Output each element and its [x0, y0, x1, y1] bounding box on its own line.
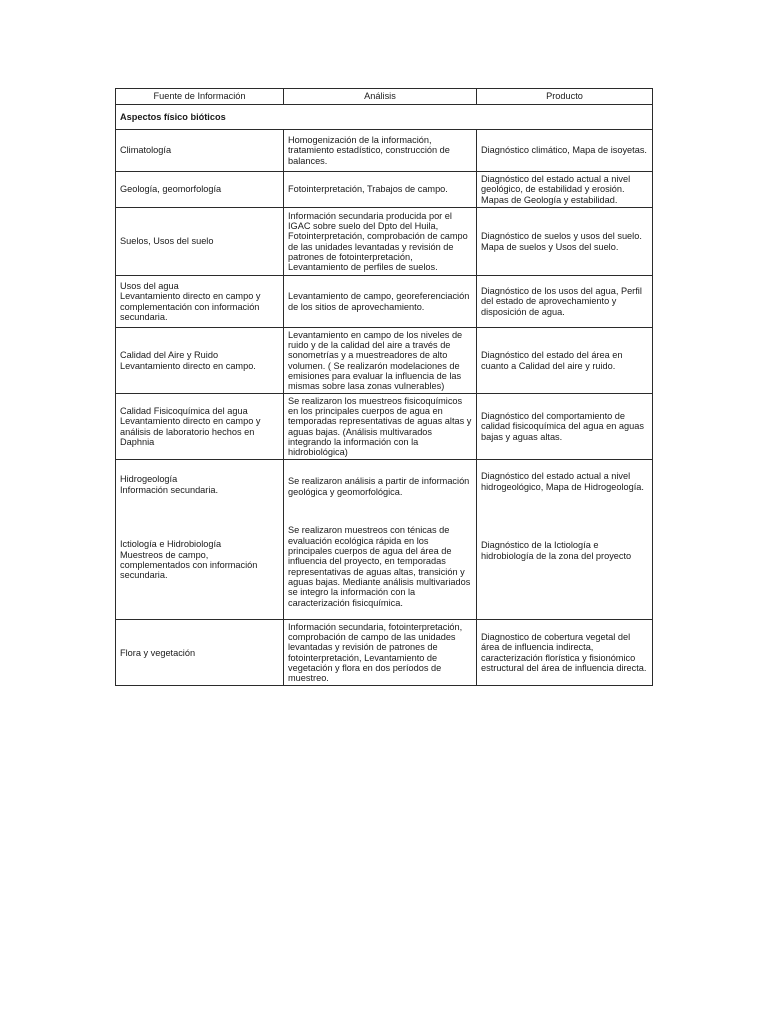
fuente-cell [116, 460, 284, 620]
producto-cell: Diagnóstico del estado del área en cuanto a Calidad del aire y ruido. [477, 328, 653, 394]
table-body [116, 105, 653, 686]
analisis-cell [284, 460, 477, 620]
producto-cell: Diagnóstico del estado actual a nivel geológico, de estabilidad y erosión. Mapas de Geología y estabilidad. [477, 172, 653, 208]
header-row [116, 89, 653, 105]
fuente-cell: Flora y vegetación [116, 620, 284, 686]
table-row [116, 130, 653, 172]
analisis-cell: Levantamiento de campo, georeferenciación de los sitios de aprovechamiento. [284, 276, 477, 328]
table-row [116, 276, 653, 328]
section-row [116, 105, 653, 130]
analisis-cell: Información secundaria, fotointerpretación, comprobación de campo de las unidades levantadas y revisión de patrones de fotointerpretación, Levantamiento de vegetación y flora en dos períodos de muestreo. [284, 620, 477, 686]
producto-cell: Diagnóstico climático, Mapa de isoyetas. [477, 130, 653, 172]
header-analisis: Análisis [284, 89, 477, 105]
table-row [116, 460, 653, 620]
table-header [116, 89, 653, 105]
spacer [120, 505, 279, 529]
producto-cell: Diagnóstico de suelos y usos del suelo. Mapa de suelos y Usos del suelo. [477, 208, 653, 276]
producto-cell [477, 460, 653, 620]
spacer [481, 502, 648, 530]
ictiologia-analisis: Se realizaron muestreos con ténicas de evaluación ecológica rápida en los principales cuerpos de agua del área de influencia del proyecto, en temporadas representativas de aguas altas, transición y aguas bajas. Mediante análisis multivariados se integro la información con la caracterización fisicquímica. [288, 525, 471, 608]
table-row [116, 172, 653, 208]
table-row [116, 328, 653, 394]
ictiologia-producto: Diagnóstico de la Ictiología e hidrobiología de la zona del proyecto [481, 540, 632, 561]
fuente-cell: Geología, geomorfología [116, 172, 284, 208]
fuente-cell: Calidad Fisicoquímica del agua Levantamiento directo en campo y análisis de laboratorio hechos en Daphnia [116, 394, 284, 460]
hidrogeologia-analisis: Se realizaron análisis a partir de información geológica y geomorfológica. [288, 476, 470, 497]
analisis-cell: Levantamiento en campo de los niveles de ruido y de la calidad del aire a través de sonometrías y a muestreadores de alto volumen. ( Se realizarón modelaciones de emisiones para evaluar la influencia de las mismas sobre lasa zonas vulnerables) [284, 328, 477, 394]
analisis-cell: Se realizaron los muestreos fisicoquímicos en los principales cuerpos de agua en temporadas representativas de aguas altas y aguas bajas. (Análisis multivarados integrando la información con la hidrobiológica) [284, 394, 477, 460]
fuente-cell: Climatología [116, 130, 284, 172]
information-sources-table [115, 88, 653, 686]
header-producto: Producto [477, 89, 653, 105]
producto-cell: Diagnóstico del comportamiento de calidad fisicoquímica del agua en aguas bajas y aguas altas. [477, 394, 653, 460]
fuente-cell: Calidad del Aire y Ruido Levantamiento directo en campo. [116, 328, 284, 394]
hidrogeologia-producto: Diagnóstico del estado actual a nivel hidrogeológico, Mapa de Hidrogeología. [481, 471, 644, 492]
analisis-cell: Fotointerpretación, Trabajos de campo. [284, 172, 477, 208]
analisis-cell: Información secundaria producida por el IGAC sobre suelo del Dpto del Huila, Fotointerpretación, comprobación de campo de las unidades levantadas y revisión de patrones de fotointerpretación, Levantamiento de perfiles de suelos. [284, 208, 477, 276]
spacer [288, 507, 472, 515]
header-fuente: Fuente de Información [116, 89, 284, 105]
hidrogeologia-source: Hidrogeología Información secundaria. [120, 474, 219, 495]
fuente-cell: Usos del agua Levantamiento directo en campo y complementación con información secundaria. [116, 276, 284, 328]
producto-cell: Diagnostico de cobertura vegetal del área de influencia indirecta, caracterización florística y fisionómico estructural del área de influencia directa. [477, 620, 653, 686]
section-title: Aspectos físico bióticos [116, 105, 653, 130]
table-row [116, 394, 653, 460]
ictiologia-source: Ictiología e Hidrobiología Muestreos de campo, complementados con información secundaria. [120, 539, 258, 581]
fuente-cell: Suelos, Usos del suelo [116, 208, 284, 276]
table-row [116, 208, 653, 276]
producto-cell: Diagnóstico de los usos del agua, Perfil del estado de aprovechamiento y disposición de agua. [477, 276, 653, 328]
table-row [116, 620, 653, 686]
analisis-cell: Homogenización de la información, tratamiento estadístico, construcción de balances. [284, 130, 477, 172]
